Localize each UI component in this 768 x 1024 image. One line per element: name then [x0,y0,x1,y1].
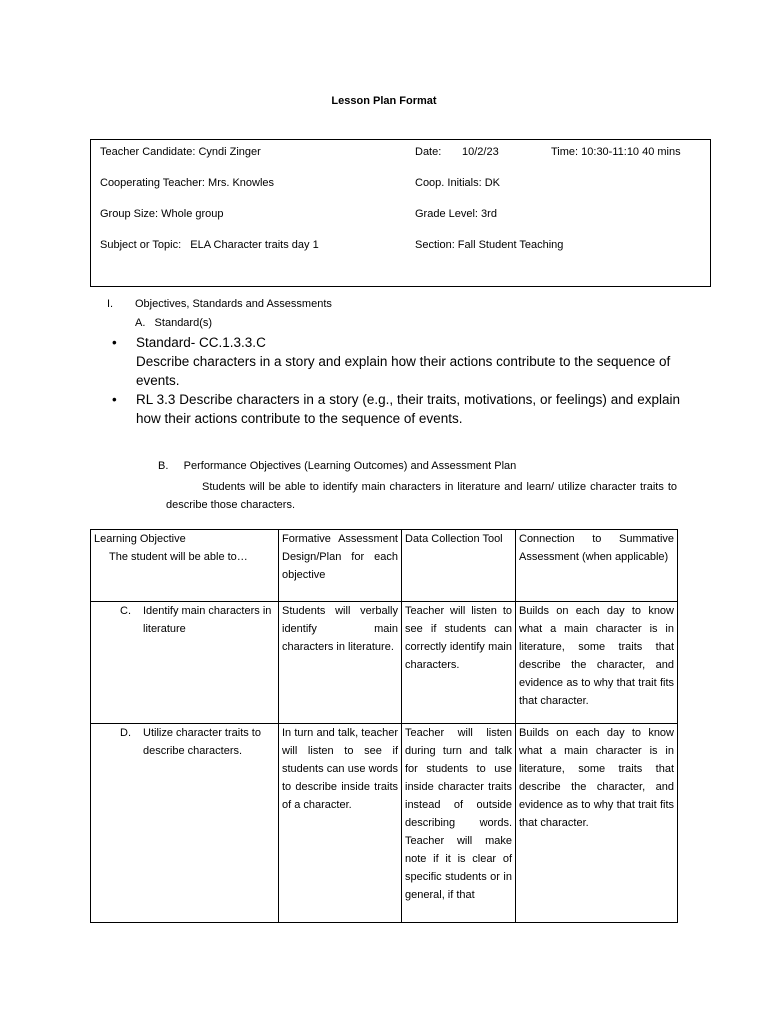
objective-cell [91,724,279,923]
document-title: Lesson Plan Format [331,95,437,107]
header-learning-objective-label: Learning Objective [94,533,186,545]
standard-description: Describe characters in a story and explain how their actions contribute to the sequence of events. [136,354,671,388]
formative-cell: In turn and talk, teacher will listen to see if students can use words to describe inside traits of a character. [279,724,402,923]
formative-cell: Students will verbally identify main characters in literature. [279,602,402,724]
objective-text: Utilize character traits to describe characters. [143,727,261,757]
teacher-candidate: Teacher Candidate: Cyndi Zinger [100,146,261,158]
standards-list [110,333,680,428]
data-tool-cell: Teacher will listen to see if students can correctly identify main characters. [402,602,516,724]
table-header-row [91,530,678,602]
lesson-info-box [90,139,711,287]
subject-topic: Subject or Topic: ELA Character traits day 1 [100,239,319,251]
section-number: I. [107,298,114,310]
connection-cell: Builds on each day to know what a main character is in literature, some traits that describe the character, and evidence as to why that trait fits that character. [516,602,678,724]
standards-item [110,333,680,390]
header-formative: Formative Assessment Design/Plan for each objective [279,530,402,602]
group-size: Group Size: Whole group [100,208,224,220]
header-learning-objective-sub: The student will be able to… [109,551,248,563]
header-learning-objective [91,530,279,602]
table-row [91,602,678,724]
objective-cell [91,602,279,724]
bullet-icon: • [112,392,117,407]
objective-text: Identify main characters in literature [143,605,272,635]
objectives-table [90,529,678,923]
table-row [91,724,678,923]
grade-level: Grade Level: 3rd [415,208,497,220]
subsection-b-heading: B. Performance Objectives (Learning Outcomes) and Assessment Plan [158,460,517,472]
date-value: 10/2/23 [462,146,499,158]
objective-letter: C. [120,605,131,617]
section-info: Section: Fall Student Teaching [415,239,564,251]
connection-cell: Builds on each day to know what a main character is in literature, some traits that describe the character, and evidence as to why that trait fits that character. [516,724,678,923]
cooperating-teacher: Cooperating Teacher: Mrs. Knowles [100,177,275,189]
section-title: Objectives, Standards and Assessments [135,298,332,310]
standards-item [110,390,680,428]
date-label: Date: [415,146,442,158]
data-tool-cell: Teacher will listen during turn and talk for students to use inside character traits instead of outside describing words. Teacher will make note if it is clear of specific students or in general, if that [402,724,516,923]
header-connection: Connection to Summative Assessment (when applicable) [516,530,678,602]
performance-objective-text: Students will be able to identify main characters in literature and learn/ utilize character traits to describe those characters. [166,481,677,511]
standard-code: Standard- CC.1.3.3.C [136,335,266,350]
objective-letter: D. [120,727,131,739]
time-info: Time: 10:30-11:10 40 mins [551,146,681,158]
subsection-a: A. Standard(s) [135,317,213,329]
bullet-icon: • [112,335,117,350]
coop-initials: Coop. Initials: DK [415,177,500,189]
standard-rl: RL 3.3 Describe characters in a story (e.g., their traits, motivations, or feelings) and explain how their actions contribute to the sequence of events. [136,392,680,426]
header-data-tool: Data Collection Tool [402,530,516,602]
